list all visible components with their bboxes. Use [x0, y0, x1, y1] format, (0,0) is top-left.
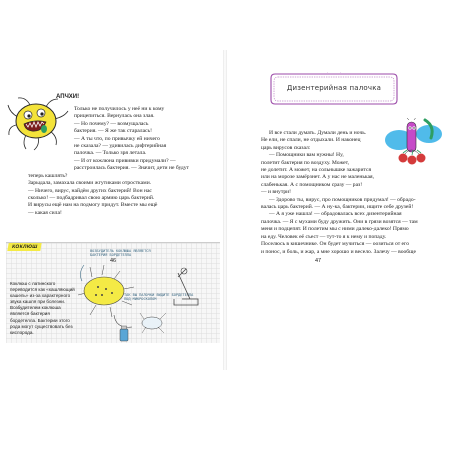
text-line: Зарыдала, замахала своими жгутиками отростками.: [28, 180, 152, 187]
text-line: — А я уже нашла! — обрадовалась всех дизентерийная: [269, 211, 402, 218]
left-page-text: [74, 106, 166, 158]
text-line: палочка. — Я с мухами буду дружить. Они в грязи возятся — там: [261, 218, 418, 225]
text-line: — Но почему? — возмущалась: [74, 120, 149, 127]
right-page-text: [261, 130, 418, 256]
text-line: расстроилась бактерия. — Значит, дети не будут: [74, 165, 189, 172]
chapter-title: Дизентерийная палочка: [286, 84, 382, 92]
text-line: палочка. — Только зря летала.: [74, 150, 147, 157]
text-line: полетит бактерия по воздуху. Может,: [261, 159, 350, 166]
text-line: — И от кожлюна прививки придумали? —: [74, 158, 176, 164]
text-line: не сказала? — удивилась дифтерийная: [74, 143, 167, 150]
text-line: слабенькая. А с помощником сразу — раз!: [261, 181, 363, 188]
text-line: прицепиться. Вернулась она злая.: [74, 113, 155, 120]
text-line: — Ничего, вирус, найдём других бактерий! Вон нас: [28, 187, 152, 194]
info-box-text: Коклюш с латинского переводится как «кашляющий кашель» из-за характерного звука кашля при болезни. Возбудителем коклюша является бактерия бордетелла. Бактерии этого рода могут существовать без кислорода.: [10, 281, 75, 335]
text-line: Не ели, не спали, не отдыхали. И наконец: [261, 137, 361, 144]
text-line: — какая сила!: [28, 209, 62, 216]
yellow-bacterium-illustration: [6, 95, 72, 151]
left-page: [4, 50, 225, 370]
text-line: — А ты что, по привычку ей ничего: [74, 135, 160, 142]
text-line: или на морозе замёрзнет. А у нас не маленькая,: [261, 174, 374, 181]
text-line: бактерия. — Я же так старалась!: [74, 128, 152, 135]
text-line: Только не получилось у неё ни к кому: [74, 106, 165, 112]
text-line: И вирусы ещё нам на подмогу придут. Вместе мы ещё: [28, 202, 158, 209]
text-line: теперь кашлять?: [28, 172, 68, 179]
text-line: и понос, и боль, и жар, а мне хорошо и весело. Залечу — вообще: [261, 248, 416, 255]
text-line: царь вирусов сказал:: [261, 144, 311, 151]
page-number-right: 47: [315, 258, 322, 264]
text-line: Поселюсь в кишечнике. Он будет мучиться — оозиться от его: [261, 241, 409, 248]
sneeze-sound-text: АПЧХИ!: [56, 94, 80, 100]
text-line: на еду. Человек её съест — тут-то я к нему и попаду.: [261, 233, 387, 240]
text-line: — Помощники вам нужны! Ну,: [269, 152, 344, 159]
note-bottom: ТАК ВЫ ПАЛОЧКИ ВИДИТЕ БОРДЕТЕЛЛА ПОД МИКРОСКОПОМ: [124, 293, 194, 302]
book-spread: [4, 50, 446, 370]
note-top: ВОЗБУДИТЕЛЬ КОКЛЮША ЯВЛЯЕТСЯ БАКТЕРИЯ БОРДЕТЕЛЛА: [90, 249, 151, 258]
text-line: валась царь бактерий. — А ну-ка, бактерии, ищите себе друзей!: [261, 204, 414, 211]
text-line: — Здорово ты, вирус, про помощников придумал! — обрадо-: [269, 196, 416, 203]
page-number-left: 46: [110, 258, 117, 264]
text-line: — и внутри!: [261, 189, 291, 196]
text-line: сколько! — подбадривал свою армию царь бактерий.: [28, 195, 155, 202]
text-line: меня и подцепят. И полетим мы с ними далеко-далеко! Прямо: [261, 226, 409, 233]
info-box-tag: КОКЛЮШ: [7, 243, 42, 251]
text-line: не долетит. А может, на сольнышке зажарится: [261, 167, 372, 174]
text-line: И все стали думать. Думали день и ночь.: [269, 130, 367, 136]
right-page: [225, 50, 446, 370]
left-page-text-continued: [28, 158, 189, 217]
bacteria-microscope-sketch-icon: [74, 259, 216, 343]
